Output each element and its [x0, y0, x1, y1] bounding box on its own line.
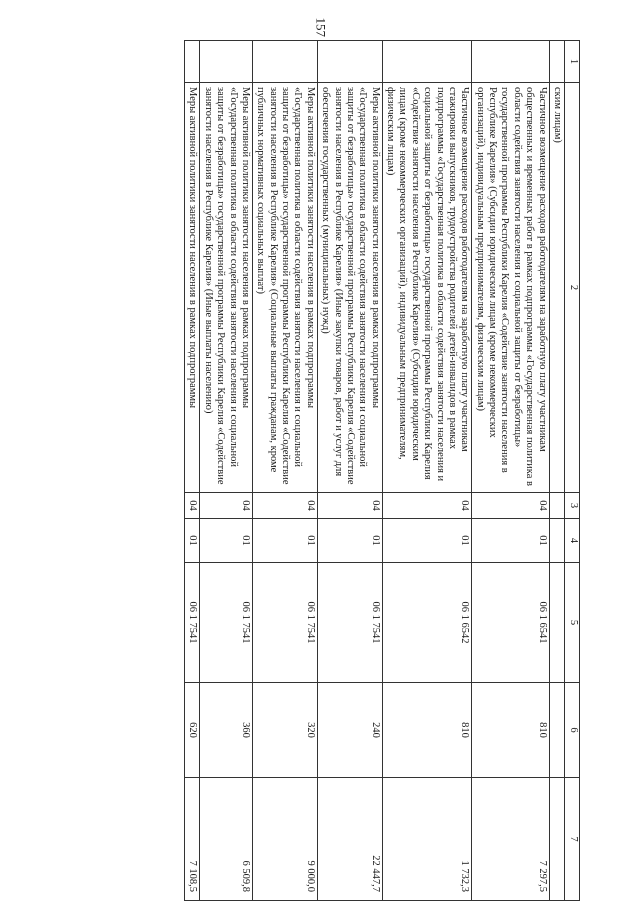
amount-value: 6 509,8 — [200, 778, 253, 901]
target-article-code: 06 1 7541 — [253, 563, 318, 683]
row-description: ским лицам) — [549, 83, 564, 493]
expense-type-code: 810 — [382, 683, 472, 778]
budget-table — [184, 40, 580, 901]
column-header: 4 — [565, 519, 580, 563]
subsection-code: 01 — [185, 519, 200, 563]
section-code: 04 — [200, 493, 253, 519]
row-description: Частичное возмещение расходов работодателям на заработную плату участникам стажировки выпускников, трудоустройства родителей детей-инвалидов в рамках подпрограммы «Государственная политика в области содействия занятости населения и социальной защиты от безработицы» государственной программы Республики Карелия «Содействие занятости населения в Республике Карелия» (Субсидии юридическим лицам (кроме некоммерческих организаций), индивидуальным предпринимателям, физическим лицам) — [382, 83, 472, 493]
amount-value: 7 297,5 — [472, 778, 549, 901]
column-header: 7 — [565, 778, 580, 901]
expense-type-code: 240 — [317, 683, 382, 778]
expense-type-code: 360 — [200, 683, 253, 778]
section-code: 04 — [317, 493, 382, 519]
row-description: Меры активной политики занятости населения в рамках подпрограммы «Государственная политика в области содействия занятости населения и социальной защиты от безработицы» государственной программы Республики Карелия «Содействие занятости населения в Республике Карелия» (Иные выплаты населению) — [200, 83, 253, 493]
row-description: Меры активной политики занятости населения в рамках подпрограммы «Государственная политика в области содействия занятости населения и социальной защиты от безработицы» государственной программы Республики Карелия «Содействие занятости населения в Республике Карелия» (Социальные выплаты гражданам, кроме публичных нормативных социальных выплат) — [253, 83, 318, 493]
page-number: 157 — [313, 17, 329, 37]
subsection-code: 01 — [200, 519, 253, 563]
table-row — [549, 41, 564, 901]
subsection-code: 01 — [472, 519, 549, 563]
table-row — [185, 41, 200, 901]
table-row — [382, 41, 472, 901]
subsection-code: 01 — [317, 519, 382, 563]
expense-type-code: 320 — [253, 683, 318, 778]
table-row — [472, 41, 549, 901]
amount-value: 1 732,3 — [382, 778, 472, 901]
table-row — [200, 41, 253, 901]
column-header: 6 — [565, 683, 580, 778]
column-header: 3 — [565, 493, 580, 519]
expense-type-code: 810 — [472, 683, 549, 778]
column-header: 1 — [565, 41, 580, 83]
amount-value: 22 447,7 — [317, 778, 382, 901]
table-row — [317, 41, 382, 901]
target-article-code: 06 1 7541 — [317, 563, 382, 683]
table-row — [253, 41, 318, 901]
target-article-code: 06 1 7541 — [200, 563, 253, 683]
row-description: Меры активной политики занятости населения в рамках подпрограммы «Государственная политика в области содействия занятости населения и социальной защиты от безработицы» государственной программы Республики Карелия «Содействие занятости населения в Республике Карелия» (Иные закупки товаров, работ и услуг для обеспечения государственных (муниципальных) нужд) — [317, 83, 382, 493]
column-header: 5 — [565, 563, 580, 683]
row-description: Меры активной политики занятости населения в рамках подпрограммы — [185, 83, 200, 493]
column-header: 2 — [565, 83, 580, 493]
expense-type-code: 620 — [185, 683, 200, 778]
row-description: Частичное возмещение расходов работодателям на заработную плату участникам общественных и временных работ в рамках подпрограммы «Государственная политика в области содействия занятости населения и социальной защиты от безработицы» государственной программы Республики Карелия «Содействие занятости населения в Республике Карелия» (Субсидии юридическим лицам (кроме некоммерческих организаций), индивидуальным предпринимателям, физическим лицам) — [472, 83, 549, 493]
amount-value: 9 000,0 — [253, 778, 318, 901]
section-code: 04 — [382, 493, 472, 519]
section-code: 04 — [253, 493, 318, 519]
budget-table-page — [80, 40, 580, 900]
amount-value: 7 108,5 — [185, 778, 200, 901]
target-article-code: 06 1 7541 — [185, 563, 200, 683]
subsection-code: 01 — [382, 519, 472, 563]
header-row — [565, 41, 580, 901]
target-article-code: 06 1 6541 — [472, 563, 549, 683]
target-article-code: 06 1 6542 — [382, 563, 472, 683]
section-code: 04 — [472, 493, 549, 519]
subsection-code: 01 — [253, 519, 318, 563]
section-code: 04 — [185, 493, 200, 519]
